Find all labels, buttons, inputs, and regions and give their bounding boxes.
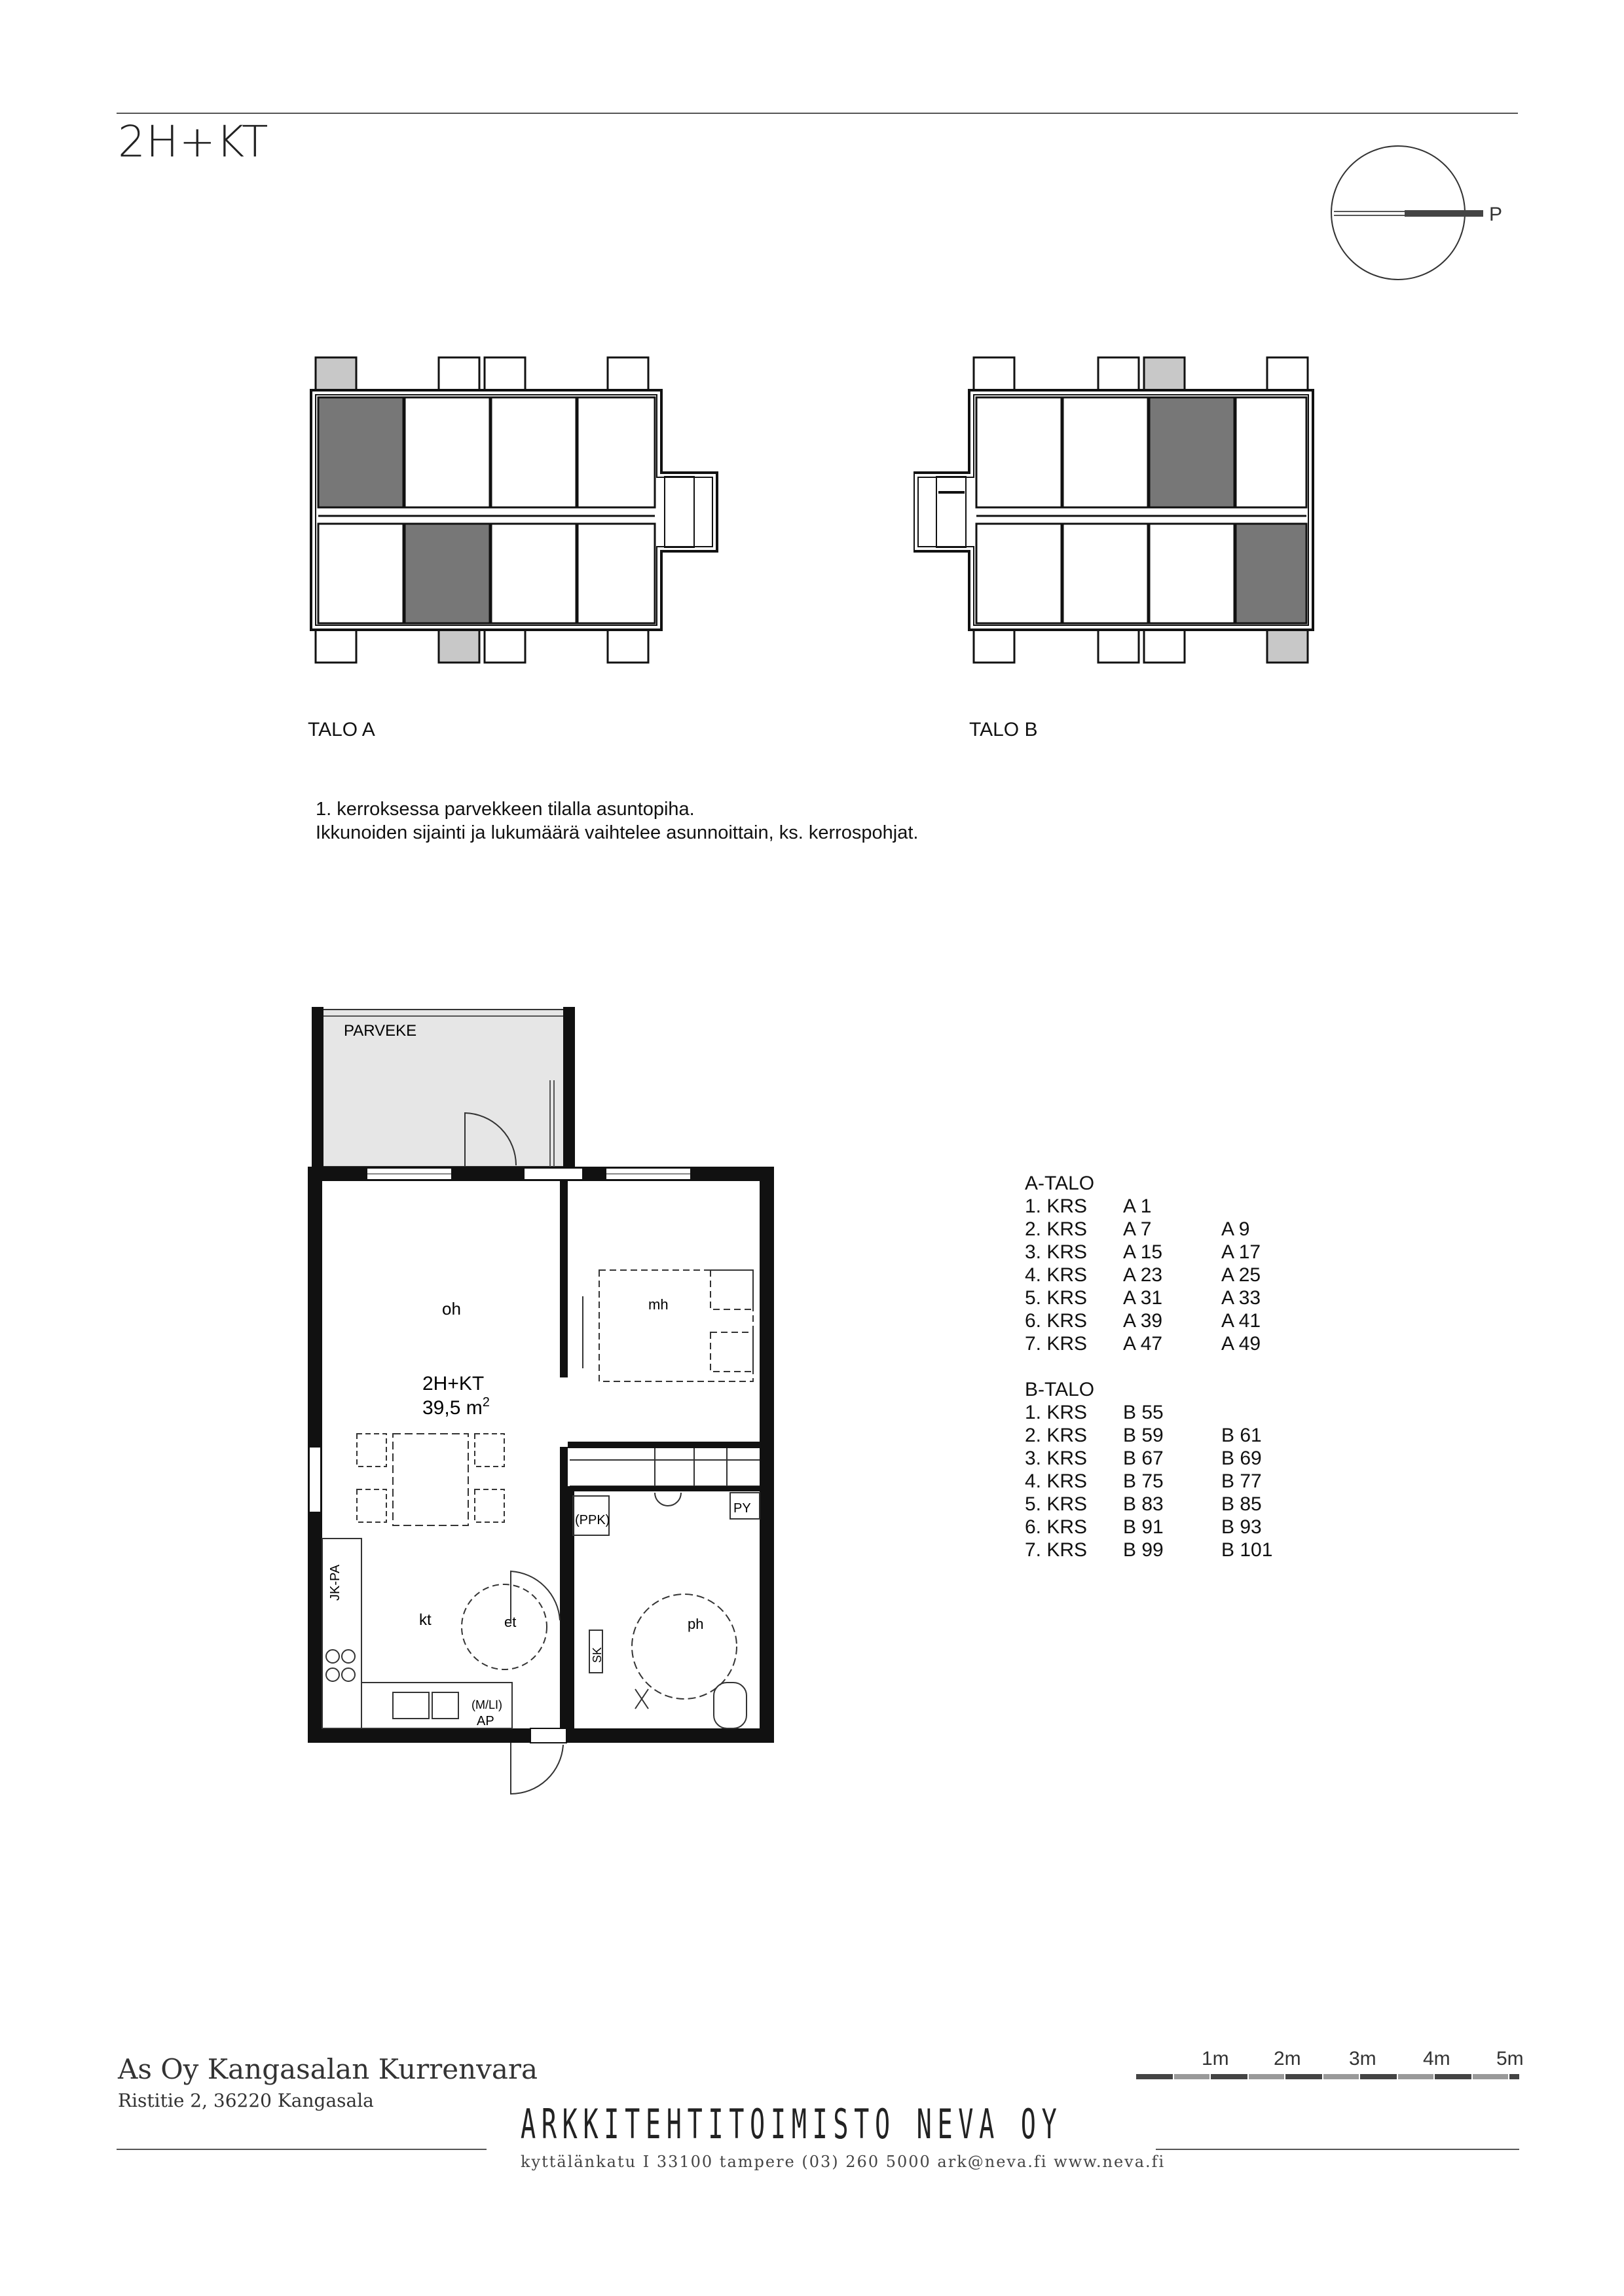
floor-label: 1. KRS xyxy=(1025,1195,1088,1217)
compass-north-arrow xyxy=(1323,134,1519,298)
floor-label: 5. KRS xyxy=(1025,1493,1088,1515)
floor-label: 2. KRS xyxy=(1025,1218,1088,1240)
unit-number: B 101 xyxy=(1221,1539,1273,1561)
project-address: Ristitie 2, 36220 Kangasala xyxy=(118,2090,374,2111)
unit-number: A 49 xyxy=(1221,1333,1261,1355)
office-contact: kyttälänkatu I 33100 tampere (03) 260 5000 ark@neva.fi www.neva.fi xyxy=(521,2153,1166,2171)
unit-row xyxy=(1025,1493,1300,1516)
room-label-parveke: PARVEKE xyxy=(344,1022,417,1040)
apartment-area-label: 39,5 $m^2$ xyxy=(422,1395,490,1419)
unit-number: A 23 xyxy=(1123,1264,1163,1286)
scale-label: 4m xyxy=(1423,2048,1450,2069)
apartment-floor-plan xyxy=(308,1002,786,1807)
project-name: As Oy Kangasalan Kurrenvara xyxy=(118,2053,538,2085)
unit-number: B 85 xyxy=(1221,1493,1262,1515)
unit-number: A 17 xyxy=(1221,1241,1261,1263)
unit-row xyxy=(1025,1195,1300,1218)
unit-table-heading: A-TALO xyxy=(1025,1173,1095,1194)
unit-row xyxy=(1025,1516,1300,1539)
floor-label: 3. KRS xyxy=(1025,1241,1088,1263)
unit-row xyxy=(1025,1332,1300,1355)
room-label-ph: ph xyxy=(688,1616,704,1632)
scale-bar-track xyxy=(1136,2074,1519,2079)
unit-number: B 75 xyxy=(1123,1470,1164,1492)
unit-row xyxy=(1025,1470,1300,1493)
unit-number: B 77 xyxy=(1221,1470,1262,1492)
room-label-oh: oh xyxy=(442,1299,461,1319)
floor-label: 3. KRS xyxy=(1025,1448,1088,1469)
floor-label: 6. KRS xyxy=(1025,1516,1088,1538)
floor-label: 2. KRS xyxy=(1025,1425,1088,1446)
unit-number: B 99 xyxy=(1123,1539,1164,1561)
room-label-mh: mh xyxy=(648,1296,669,1313)
talo-b-label: TALO B xyxy=(969,719,1038,740)
unit-row xyxy=(1025,1539,1300,1561)
unit-row xyxy=(1025,1241,1300,1264)
floor-label: 1. KRS xyxy=(1025,1402,1088,1423)
unit-row xyxy=(1025,1218,1300,1241)
page-title: 2H+KT xyxy=(118,117,269,167)
unit-number: A 9 xyxy=(1221,1218,1250,1240)
unit-number: B 93 xyxy=(1221,1516,1262,1538)
floor-label: 5. KRS xyxy=(1025,1287,1088,1309)
unit-row xyxy=(1025,1424,1300,1447)
room-label-et: et xyxy=(504,1614,517,1630)
floor-label: 4. KRS xyxy=(1025,1470,1088,1492)
floor-label: 7. KRS xyxy=(1025,1539,1088,1561)
unit-row xyxy=(1025,1264,1300,1286)
unit-number: A 1 xyxy=(1123,1195,1152,1217)
site-plan-talo-a xyxy=(308,347,727,668)
appliance-label-py: PY xyxy=(733,1501,751,1516)
unit-number: A 39 xyxy=(1123,1310,1163,1332)
scale-label: 1m xyxy=(1202,2048,1229,2069)
unit-table-heading: B-TALO xyxy=(1025,1379,1095,1400)
unit-table-a-talo xyxy=(1025,1172,1300,1355)
note-line: Ikkunoiden sijainti ja lukumäärä vaihtelee asunnoittain, ks. kerrospohjat. xyxy=(316,822,919,843)
unit-number xyxy=(1221,1195,1300,1218)
appliance-label-ppk: (PPK) xyxy=(575,1513,610,1527)
scale-label: 5m xyxy=(1496,2048,1524,2069)
room-label-kt: kt xyxy=(419,1611,432,1629)
unit-number: A 41 xyxy=(1221,1310,1261,1332)
talo-a-label: TALO A xyxy=(308,719,375,740)
top-rule xyxy=(117,113,1518,114)
unit-number: B 61 xyxy=(1221,1425,1262,1446)
unit-number: B 67 xyxy=(1123,1448,1164,1469)
notes xyxy=(316,797,918,845)
appliance-label-mli: (M/LI) xyxy=(471,1698,502,1711)
appliance-label-sk: SK xyxy=(591,1647,604,1663)
unit-row xyxy=(1025,1447,1300,1470)
appliance-label-ap: AP xyxy=(477,1714,494,1728)
unit-row xyxy=(1025,1309,1300,1332)
unit-table-b-talo xyxy=(1025,1378,1300,1561)
unit-number: A 25 xyxy=(1221,1264,1261,1286)
scale-label: 3m xyxy=(1349,2048,1376,2069)
apartment-type-label: 2H+KT xyxy=(422,1373,485,1394)
floor-label: 7. KRS xyxy=(1025,1333,1088,1355)
site-plan-talo-b xyxy=(913,347,1346,668)
unit-number: A 33 xyxy=(1221,1287,1261,1309)
office-name: ARKKITEHTITOIMISTO NEVA OY xyxy=(521,2100,1063,2148)
unit-row xyxy=(1025,1286,1300,1309)
unit-number: A 15 xyxy=(1123,1241,1163,1263)
footer-rule-right xyxy=(1156,2149,1519,2150)
scale-label: 2m xyxy=(1274,2048,1301,2069)
unit-number: A 31 xyxy=(1123,1287,1163,1309)
floor-label: 4. KRS xyxy=(1025,1264,1088,1286)
unit-number: B 59 xyxy=(1123,1425,1164,1446)
note-line: 1. kerroksessa parvekkeen tilalla asuntopiha. xyxy=(316,799,695,820)
floor-label: 6. KRS xyxy=(1025,1310,1088,1332)
room-label-jk-pa: JK-PA xyxy=(328,1564,342,1601)
unit-number: A 47 xyxy=(1123,1333,1163,1355)
footer-rule-left xyxy=(117,2149,487,2150)
unit-number xyxy=(1221,1401,1300,1424)
unit-row xyxy=(1025,1401,1300,1424)
unit-number: B 69 xyxy=(1221,1448,1262,1469)
unit-number: B 83 xyxy=(1123,1493,1164,1515)
unit-number: B 55 xyxy=(1123,1402,1164,1423)
scale-bar xyxy=(1136,2048,1522,2087)
unit-number: A 7 xyxy=(1123,1218,1152,1240)
compass-label: P xyxy=(1489,204,1503,225)
unit-number: B 91 xyxy=(1123,1516,1164,1538)
